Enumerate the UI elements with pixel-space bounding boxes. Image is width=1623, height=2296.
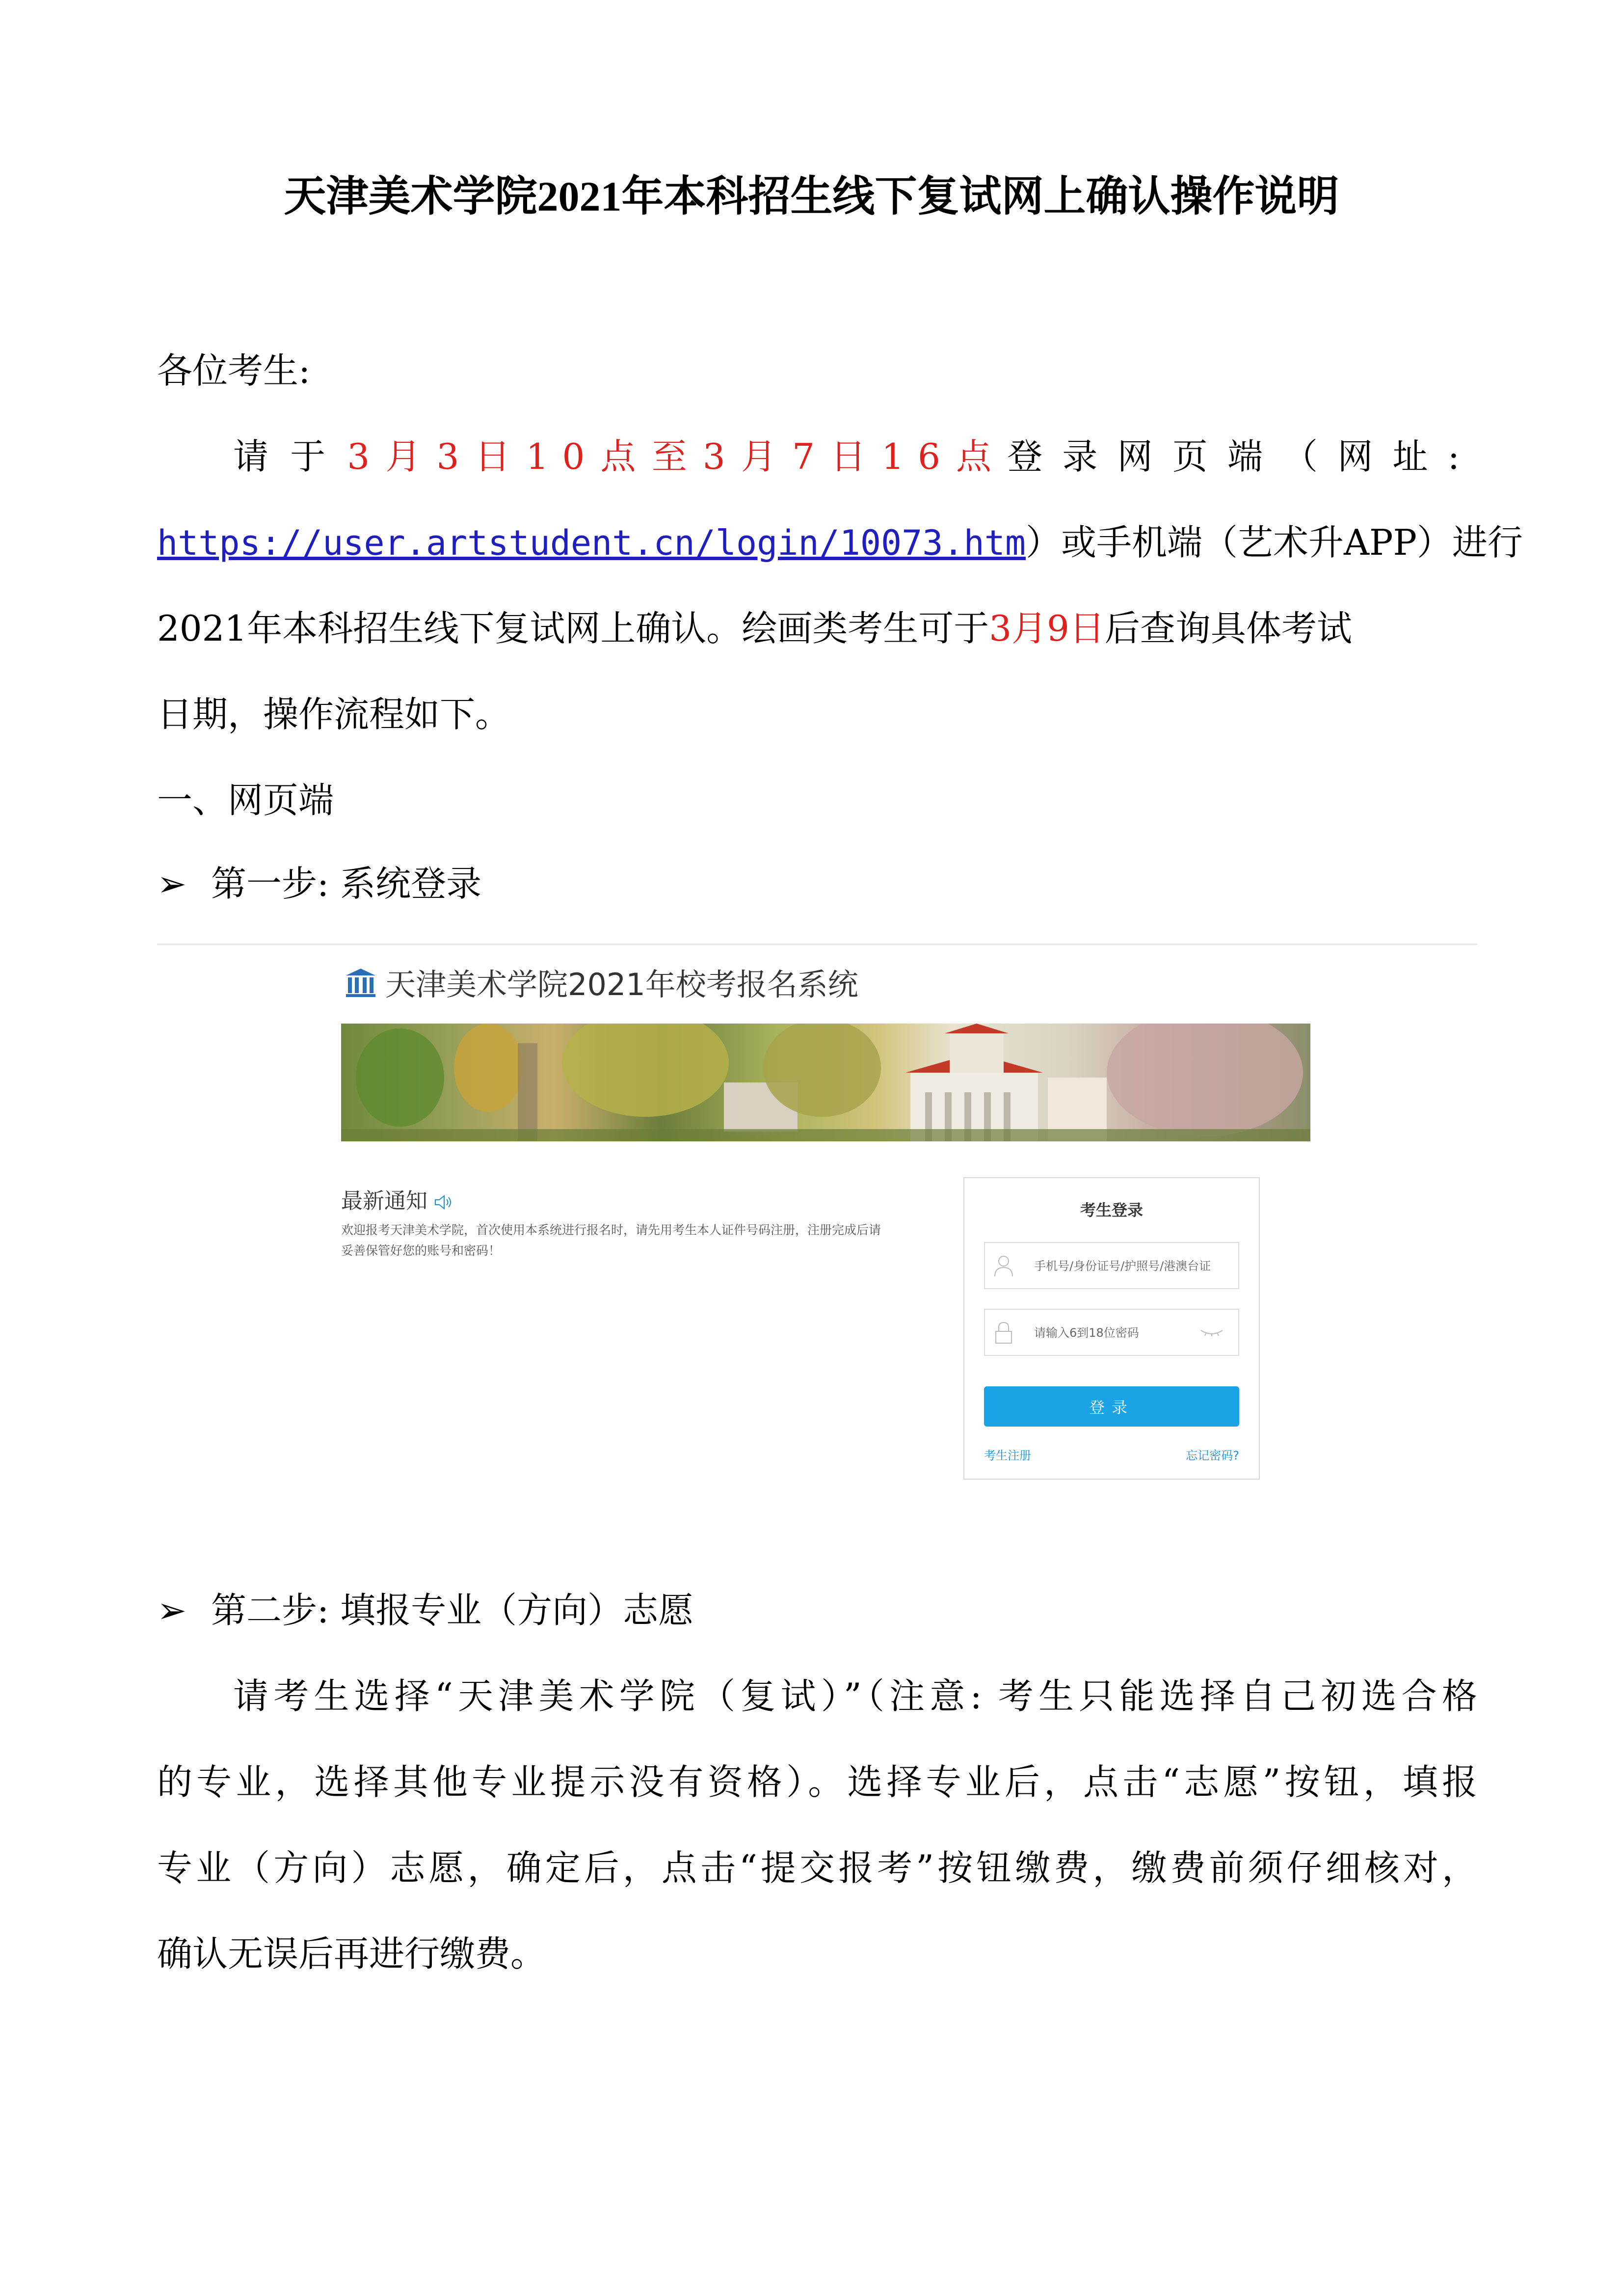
login-url-link[interactable]: https://user.artstudent.cn/login/10073.htm [157, 523, 1026, 563]
step-1-heading [157, 859, 481, 908]
campus-scene-image [341, 1024, 1310, 1141]
section-heading-web: 一、网页端 [157, 780, 334, 821]
document-title: 天津美术学院2021年本科招生线下复试网上确认操作说明 [284, 173, 1339, 220]
notice-body: 欢迎报考天津美术学院，首次使用本系统进行报名时，请先用考生本人证件号码注册，注册完成后请妥善保管好您的账号和密码！ [341, 1223, 881, 1258]
notice-title [341, 1183, 454, 1215]
username-input[interactable] [984, 1242, 1239, 1289]
divider [157, 944, 1477, 945]
intro-line-2 [157, 518, 1523, 567]
login-panel [963, 1177, 1260, 1480]
arrow-bullet-icon: ➢ [157, 1590, 187, 1631]
login-button[interactable]: 登录 [984, 1386, 1239, 1427]
step-2-heading [157, 1586, 693, 1635]
user-icon [994, 1255, 1013, 1277]
password-input[interactable] [984, 1309, 1239, 1356]
password-placeholder: 请输入6到18位密码 [1034, 1326, 1139, 1340]
step-1-label: 第一步: 系统登录 [211, 863, 482, 904]
greeting: 各位考生: [157, 350, 311, 391]
step-2-label: 第二步: 填报专业（方向）志愿 [211, 1590, 694, 1631]
intro-line-3 [157, 604, 1352, 653]
step-2-paragraph-line-3: 专业（方向）志愿，确定后，点击“提交报考”按钮缴费，缴费前须仔细核对， [157, 1847, 1477, 1889]
confirm-period: 3月3日10点至3月7日16点 [347, 436, 1008, 477]
museum-logo-icon [345, 968, 376, 998]
forgot-password-link[interactable]: 忘记密码? [1186, 1449, 1239, 1462]
intro-text: 请于 [233, 436, 347, 477]
step-2-paragraph-line-4: 确认无误后再进行缴费。 [157, 1933, 546, 1974]
intro-line-1 [233, 432, 1477, 481]
intro-text: 2021年本科招生线下复试网上确认。绘画类考生可于 [157, 608, 989, 649]
arrow-bullet-icon: ➢ [157, 863, 187, 904]
login-screenshot [341, 960, 1310, 1492]
username-placeholder: 手机号/身份证号/护照号/港澳台证 [1034, 1259, 1211, 1273]
intro-text: 登录网页端（网址: [1007, 436, 1477, 477]
intro-text: 后查询具体考试 [1104, 608, 1352, 649]
eye-closed-icon[interactable] [1200, 1329, 1224, 1336]
system-header [341, 960, 1310, 1019]
speaker-icon [434, 1194, 454, 1211]
system-title: 天津美术学院2021年校考报名系统 [385, 967, 858, 1002]
step-2-paragraph-line-2: 的专业，选择其他专业提示没有资格）。选择专业后，点击“志愿”按钮，填报 [157, 1761, 1477, 1803]
query-date: 3月9日 [989, 608, 1105, 649]
campus-banner-image [341, 1024, 1310, 1141]
step-2-paragraph-line-1: 请考生选择“天津美术学院（复试）”（注意: 考生只能选择自己初选合格 [233, 1675, 1477, 1717]
login-title: 考生登录 [1080, 1201, 1143, 1219]
notice-title-text: 最新通知 [341, 1189, 427, 1214]
intro-line-4: 日期，操作流程如下。 [157, 694, 511, 735]
intro-text: ）或手机端（艺术升APP）进行 [1026, 522, 1523, 563]
lock-icon [994, 1322, 1013, 1344]
register-link[interactable]: 考生注册 [984, 1449, 1031, 1462]
